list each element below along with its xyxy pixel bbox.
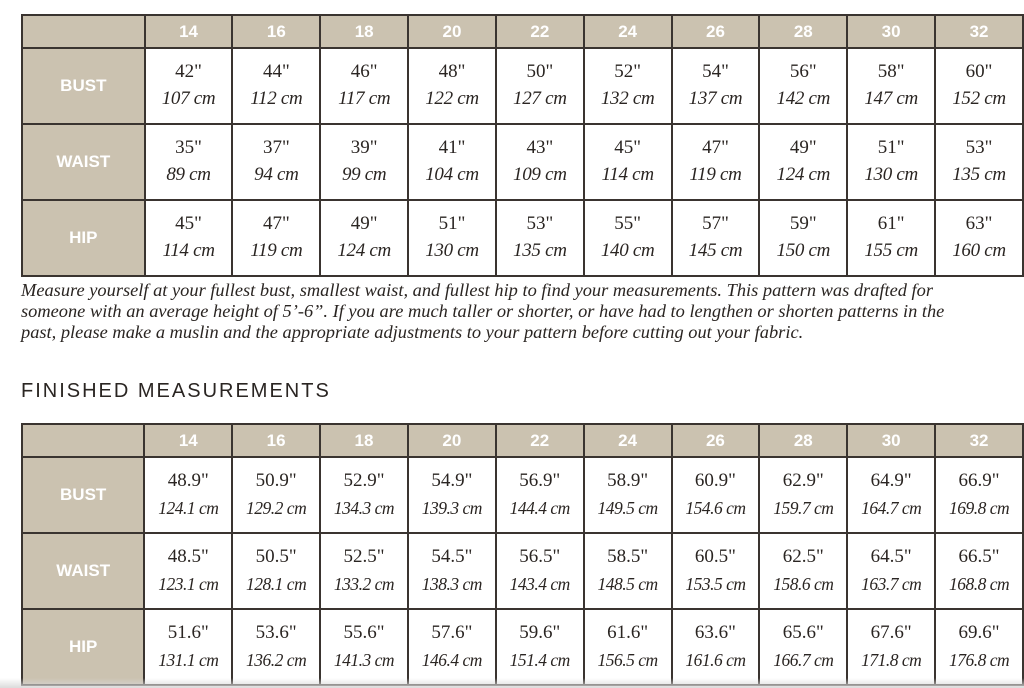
- inch-value: 55.6": [343, 622, 385, 643]
- table-row: [22, 457, 1023, 533]
- measurement-cell: [584, 48, 672, 124]
- note-line-3: past, please make a muslin and the appropriate adjustments to your pattern before cutting out your fabric.: [21, 322, 804, 342]
- inch-value: 54.5": [431, 546, 473, 567]
- body-measurements-rows: [22, 48, 1023, 276]
- inch-value: 52.5": [343, 546, 385, 567]
- cm-value: 153.5 cm: [685, 574, 746, 594]
- cm-value: 94 cm: [254, 164, 299, 185]
- inch-value: 50": [526, 61, 554, 82]
- row-label-waist: WAIST: [22, 533, 144, 609]
- cm-value: 135 cm: [513, 240, 567, 261]
- inch-value: 45": [175, 213, 202, 234]
- cm-value: 99 cm: [341, 164, 387, 185]
- measurement-cell: [496, 457, 584, 533]
- measurement-cell: [584, 457, 672, 533]
- cm-value: 131.1 cm: [158, 650, 219, 670]
- measurement-cell: [496, 124, 584, 200]
- measurement-cell: [935, 609, 1023, 685]
- cm-value: 124 cm: [776, 164, 831, 185]
- cm-value: 142 cm: [776, 88, 831, 109]
- inch-value: 48.9": [167, 470, 209, 491]
- inch-value: 47": [262, 213, 290, 234]
- cm-value: 149.5 cm: [597, 498, 658, 518]
- inch-value: 63.6": [694, 622, 736, 643]
- inch-value: 53": [965, 137, 993, 158]
- bottom-fade: [0, 678, 1024, 688]
- cm-value: 117 cm: [338, 88, 391, 109]
- measurement-cell: [935, 124, 1023, 200]
- row-label-hip: HIP: [22, 200, 145, 276]
- measurement-cell: [408, 200, 496, 276]
- inch-value: 50.5": [255, 546, 297, 567]
- size-header-24: 24: [584, 424, 672, 457]
- measurement-cell: [320, 124, 408, 200]
- cm-value: 132 cm: [600, 88, 655, 109]
- cm-value: 166.7 cm: [773, 650, 834, 670]
- size-header-row: [22, 15, 1023, 48]
- cm-value: 158.6 cm: [773, 574, 834, 594]
- inch-value: 50.9": [255, 470, 297, 491]
- size-header-26: 26: [672, 15, 760, 48]
- inch-value: 51.6": [167, 622, 209, 643]
- inch-value: 44": [262, 61, 290, 82]
- cm-value: 176.8 cm: [948, 650, 1010, 670]
- measurement-cell: [232, 609, 320, 685]
- measurement-cell: [759, 200, 847, 276]
- inch-value: 56": [789, 61, 817, 82]
- measurement-cell: [145, 200, 233, 276]
- inch-value: 39": [350, 137, 378, 158]
- cm-value: 104 cm: [425, 164, 479, 185]
- table-row: [22, 609, 1023, 685]
- cm-value: 148.5 cm: [597, 574, 658, 594]
- table-row: [22, 48, 1023, 124]
- note-line-2: someone with an average height of 5’-6”. If you are much taller or shorter, or have had to lengthen or shorten patterns in the: [21, 301, 945, 321]
- inch-value: 58": [877, 61, 905, 82]
- inch-value: 66.5": [958, 546, 1000, 567]
- inch-value: 57": [702, 213, 729, 234]
- measurement-cell: [847, 457, 935, 533]
- size-header-30: 30: [847, 15, 935, 48]
- measurement-note: [21, 280, 1024, 343]
- inch-value: 56.9": [519, 470, 561, 491]
- measurement-cell: [935, 200, 1023, 276]
- measurement-cell: [232, 48, 320, 124]
- size-header-16: 16: [232, 424, 320, 457]
- size-header-32: 32: [935, 424, 1023, 457]
- inch-value: 37": [262, 137, 290, 158]
- measurement-cell: [232, 533, 320, 609]
- row-label-waist: WAIST: [22, 124, 145, 200]
- cm-value: 171.8 cm: [861, 650, 922, 670]
- cm-value: 152 cm: [952, 88, 1006, 109]
- cm-value: 136.2 cm: [246, 650, 307, 670]
- measurement-cell: [320, 609, 408, 685]
- size-header-16: 16: [232, 15, 320, 48]
- cm-value: 146.4 cm: [421, 650, 482, 670]
- inch-value: 61": [877, 213, 905, 234]
- inch-value: 48.5": [167, 546, 209, 567]
- size-header-30: 30: [847, 424, 935, 457]
- size-header-28: 28: [759, 424, 847, 457]
- measurement-cell: [759, 533, 847, 609]
- measurement-cell: [759, 48, 847, 124]
- size-header-22: 22: [496, 15, 584, 48]
- size-header-14: 14: [145, 15, 233, 48]
- inch-value: 54": [702, 61, 729, 82]
- measurement-cell: [672, 200, 760, 276]
- corner-cell: [22, 424, 144, 457]
- inch-value: 66.9": [958, 470, 1000, 491]
- measurement-cell: [408, 48, 496, 124]
- measurement-cell: [408, 457, 496, 533]
- inch-value: 43": [526, 137, 554, 158]
- inch-value: 62.9": [782, 470, 824, 491]
- finished-measurements-rows: [22, 457, 1023, 685]
- measurement-cell: [847, 609, 935, 685]
- measurement-cell: [496, 533, 584, 609]
- inch-value: 49": [789, 137, 817, 158]
- finished-measurements-table: [21, 423, 1024, 686]
- cm-value: 154.6 cm: [685, 498, 746, 518]
- cm-value: 150 cm: [776, 240, 831, 261]
- cm-value: 141.3 cm: [333, 650, 395, 670]
- inch-value: 52": [614, 61, 642, 82]
- cm-value: 112 cm: [250, 88, 303, 109]
- measurement-cell: [408, 533, 496, 609]
- inch-value: 53.6": [255, 622, 297, 643]
- inch-value: 64.5": [870, 546, 912, 567]
- measurement-cell: [232, 457, 320, 533]
- size-header-20: 20: [408, 15, 496, 48]
- measurement-cell: [584, 124, 672, 200]
- measurement-cell: [145, 124, 233, 200]
- measurement-cell: [935, 533, 1023, 609]
- measurement-cell: [144, 457, 232, 533]
- measurement-cell: [408, 609, 496, 685]
- inch-value: 61.6": [607, 622, 649, 643]
- inch-value: 58.9": [607, 470, 649, 491]
- inch-value: 45": [614, 137, 642, 158]
- cm-value: 119 cm: [250, 240, 303, 261]
- inch-value: 59": [789, 213, 817, 234]
- measurement-cell: [145, 48, 233, 124]
- measurement-cell: [320, 457, 408, 533]
- size-header-row: [22, 424, 1023, 457]
- inch-value: 60.5": [694, 546, 736, 567]
- inch-value: 53": [526, 213, 554, 234]
- measurement-cell: [320, 200, 408, 276]
- inch-value: 49": [350, 213, 378, 234]
- cm-value: 169.8 cm: [948, 498, 1010, 518]
- corner-cell: [22, 15, 145, 48]
- inch-value: 63": [965, 213, 993, 234]
- measurement-cell: [584, 200, 672, 276]
- size-header-26: 26: [672, 424, 760, 457]
- cm-value: 129.2 cm: [246, 498, 307, 518]
- row-label-bust: BUST: [22, 48, 145, 124]
- cm-value: 164.7 cm: [861, 498, 922, 518]
- inch-value: 62.5": [782, 546, 824, 567]
- cm-value: 134.3 cm: [333, 498, 395, 518]
- inch-value: 58.5": [607, 546, 649, 567]
- measurement-cell: [672, 457, 760, 533]
- measurement-cell: [496, 609, 584, 685]
- inch-value: 47": [702, 137, 729, 158]
- cm-value: 137 cm: [688, 88, 743, 109]
- cm-value: 139.3 cm: [421, 498, 482, 518]
- measurement-cell: [144, 533, 232, 609]
- cm-value: 130 cm: [425, 240, 479, 261]
- size-header-18: 18: [320, 15, 408, 48]
- measurement-cell: [584, 609, 672, 685]
- cm-value: 122 cm: [425, 88, 479, 109]
- inch-value: 46": [350, 61, 378, 82]
- inch-value: 65.6": [782, 622, 824, 643]
- finished-measurements-title: FINISHED MEASUREMENTS: [21, 380, 331, 402]
- measurement-cell: [672, 533, 760, 609]
- cm-value: 144.4 cm: [509, 498, 570, 518]
- measurement-cell: [847, 533, 935, 609]
- measurement-cell: [672, 609, 760, 685]
- measurement-cell: [408, 124, 496, 200]
- measurement-cell: [935, 457, 1023, 533]
- cm-value: 163.7 cm: [861, 574, 922, 594]
- inch-value: 35": [175, 137, 202, 158]
- cm-value: 151.4 cm: [509, 650, 570, 670]
- cm-value: 145 cm: [688, 240, 743, 261]
- measurement-cell: [232, 124, 320, 200]
- measurement-cell: [584, 533, 672, 609]
- body-measurements-table: [21, 14, 1024, 277]
- cm-value: 138.3 cm: [421, 574, 482, 594]
- measurement-cell: [320, 533, 408, 609]
- cm-value: 130 cm: [864, 164, 918, 185]
- size-header-22: 22: [496, 424, 584, 457]
- table-row: [22, 533, 1023, 609]
- inch-value: 41": [438, 137, 466, 158]
- inch-value: 57.6": [431, 622, 473, 643]
- inch-value: 51": [438, 213, 466, 234]
- cm-value: 161.6 cm: [685, 650, 746, 670]
- inch-value: 64.9": [870, 470, 912, 491]
- inch-value: 67.6": [870, 622, 912, 643]
- cm-value: 114 cm: [601, 164, 654, 185]
- cm-value: 156.5 cm: [597, 650, 658, 670]
- cm-value: 124.1 cm: [158, 498, 219, 518]
- cm-value: 159.7 cm: [773, 498, 834, 518]
- table-row: [22, 124, 1023, 200]
- measurement-cell: [144, 609, 232, 685]
- row-label-bust: BUST: [22, 457, 144, 533]
- note-line-1: Measure yourself at your fullest bust, smallest waist, and fullest hip to find your measurements. This pattern was drafted for: [21, 280, 934, 300]
- cm-value: 133.2 cm: [333, 574, 395, 594]
- cm-value: 135 cm: [952, 164, 1006, 185]
- cm-value: 143.4 cm: [509, 574, 570, 594]
- cm-value: 124 cm: [337, 240, 391, 261]
- measurement-cell: [759, 609, 847, 685]
- measurement-cell: [672, 48, 760, 124]
- measurement-cell: [232, 200, 320, 276]
- cm-value: 127 cm: [513, 88, 567, 109]
- cm-value: 107 cm: [161, 88, 216, 109]
- inch-value: 54.9": [431, 470, 473, 491]
- size-header-20: 20: [408, 424, 496, 457]
- row-label-hip: HIP: [22, 609, 144, 685]
- cm-value: 168.8 cm: [948, 574, 1010, 594]
- size-header-18: 18: [320, 424, 408, 457]
- measurement-cell: [935, 48, 1023, 124]
- inch-value: 60": [965, 61, 993, 82]
- cm-value: 119 cm: [689, 164, 742, 185]
- inch-value: 51": [877, 137, 905, 158]
- cm-value: 89 cm: [166, 164, 211, 185]
- inch-value: 55": [614, 213, 642, 234]
- cm-value: 109 cm: [513, 164, 567, 185]
- cm-value: 147 cm: [864, 88, 918, 109]
- cm-value: 114 cm: [162, 240, 215, 261]
- inch-value: 52.9": [343, 470, 385, 491]
- inch-value: 60.9": [694, 470, 736, 491]
- size-header-14: 14: [144, 424, 232, 457]
- measurement-cell: [672, 124, 760, 200]
- measurement-cell: [847, 48, 935, 124]
- size-header-24: 24: [584, 15, 672, 48]
- cm-value: 140 cm: [600, 240, 655, 261]
- inch-value: 69.6": [958, 622, 1000, 643]
- cm-value: 123.1 cm: [158, 574, 219, 594]
- inch-value: 48": [438, 61, 466, 82]
- measurement-cell: [847, 124, 935, 200]
- measurement-cell: [847, 200, 935, 276]
- measurement-cell: [496, 200, 584, 276]
- inch-value: 56.5": [519, 546, 561, 567]
- measurement-cell: [320, 48, 408, 124]
- measurement-cell: [759, 457, 847, 533]
- size-header-28: 28: [759, 15, 847, 48]
- size-header-32: 32: [935, 15, 1023, 48]
- table-row: [22, 200, 1023, 276]
- cm-value: 160 cm: [952, 240, 1006, 261]
- cm-value: 128.1 cm: [246, 574, 307, 594]
- inch-value: 59.6": [519, 622, 561, 643]
- inch-value: 42": [175, 61, 202, 82]
- measurement-cell: [759, 124, 847, 200]
- measurement-cell: [496, 48, 584, 124]
- cm-value: 155 cm: [864, 240, 918, 261]
